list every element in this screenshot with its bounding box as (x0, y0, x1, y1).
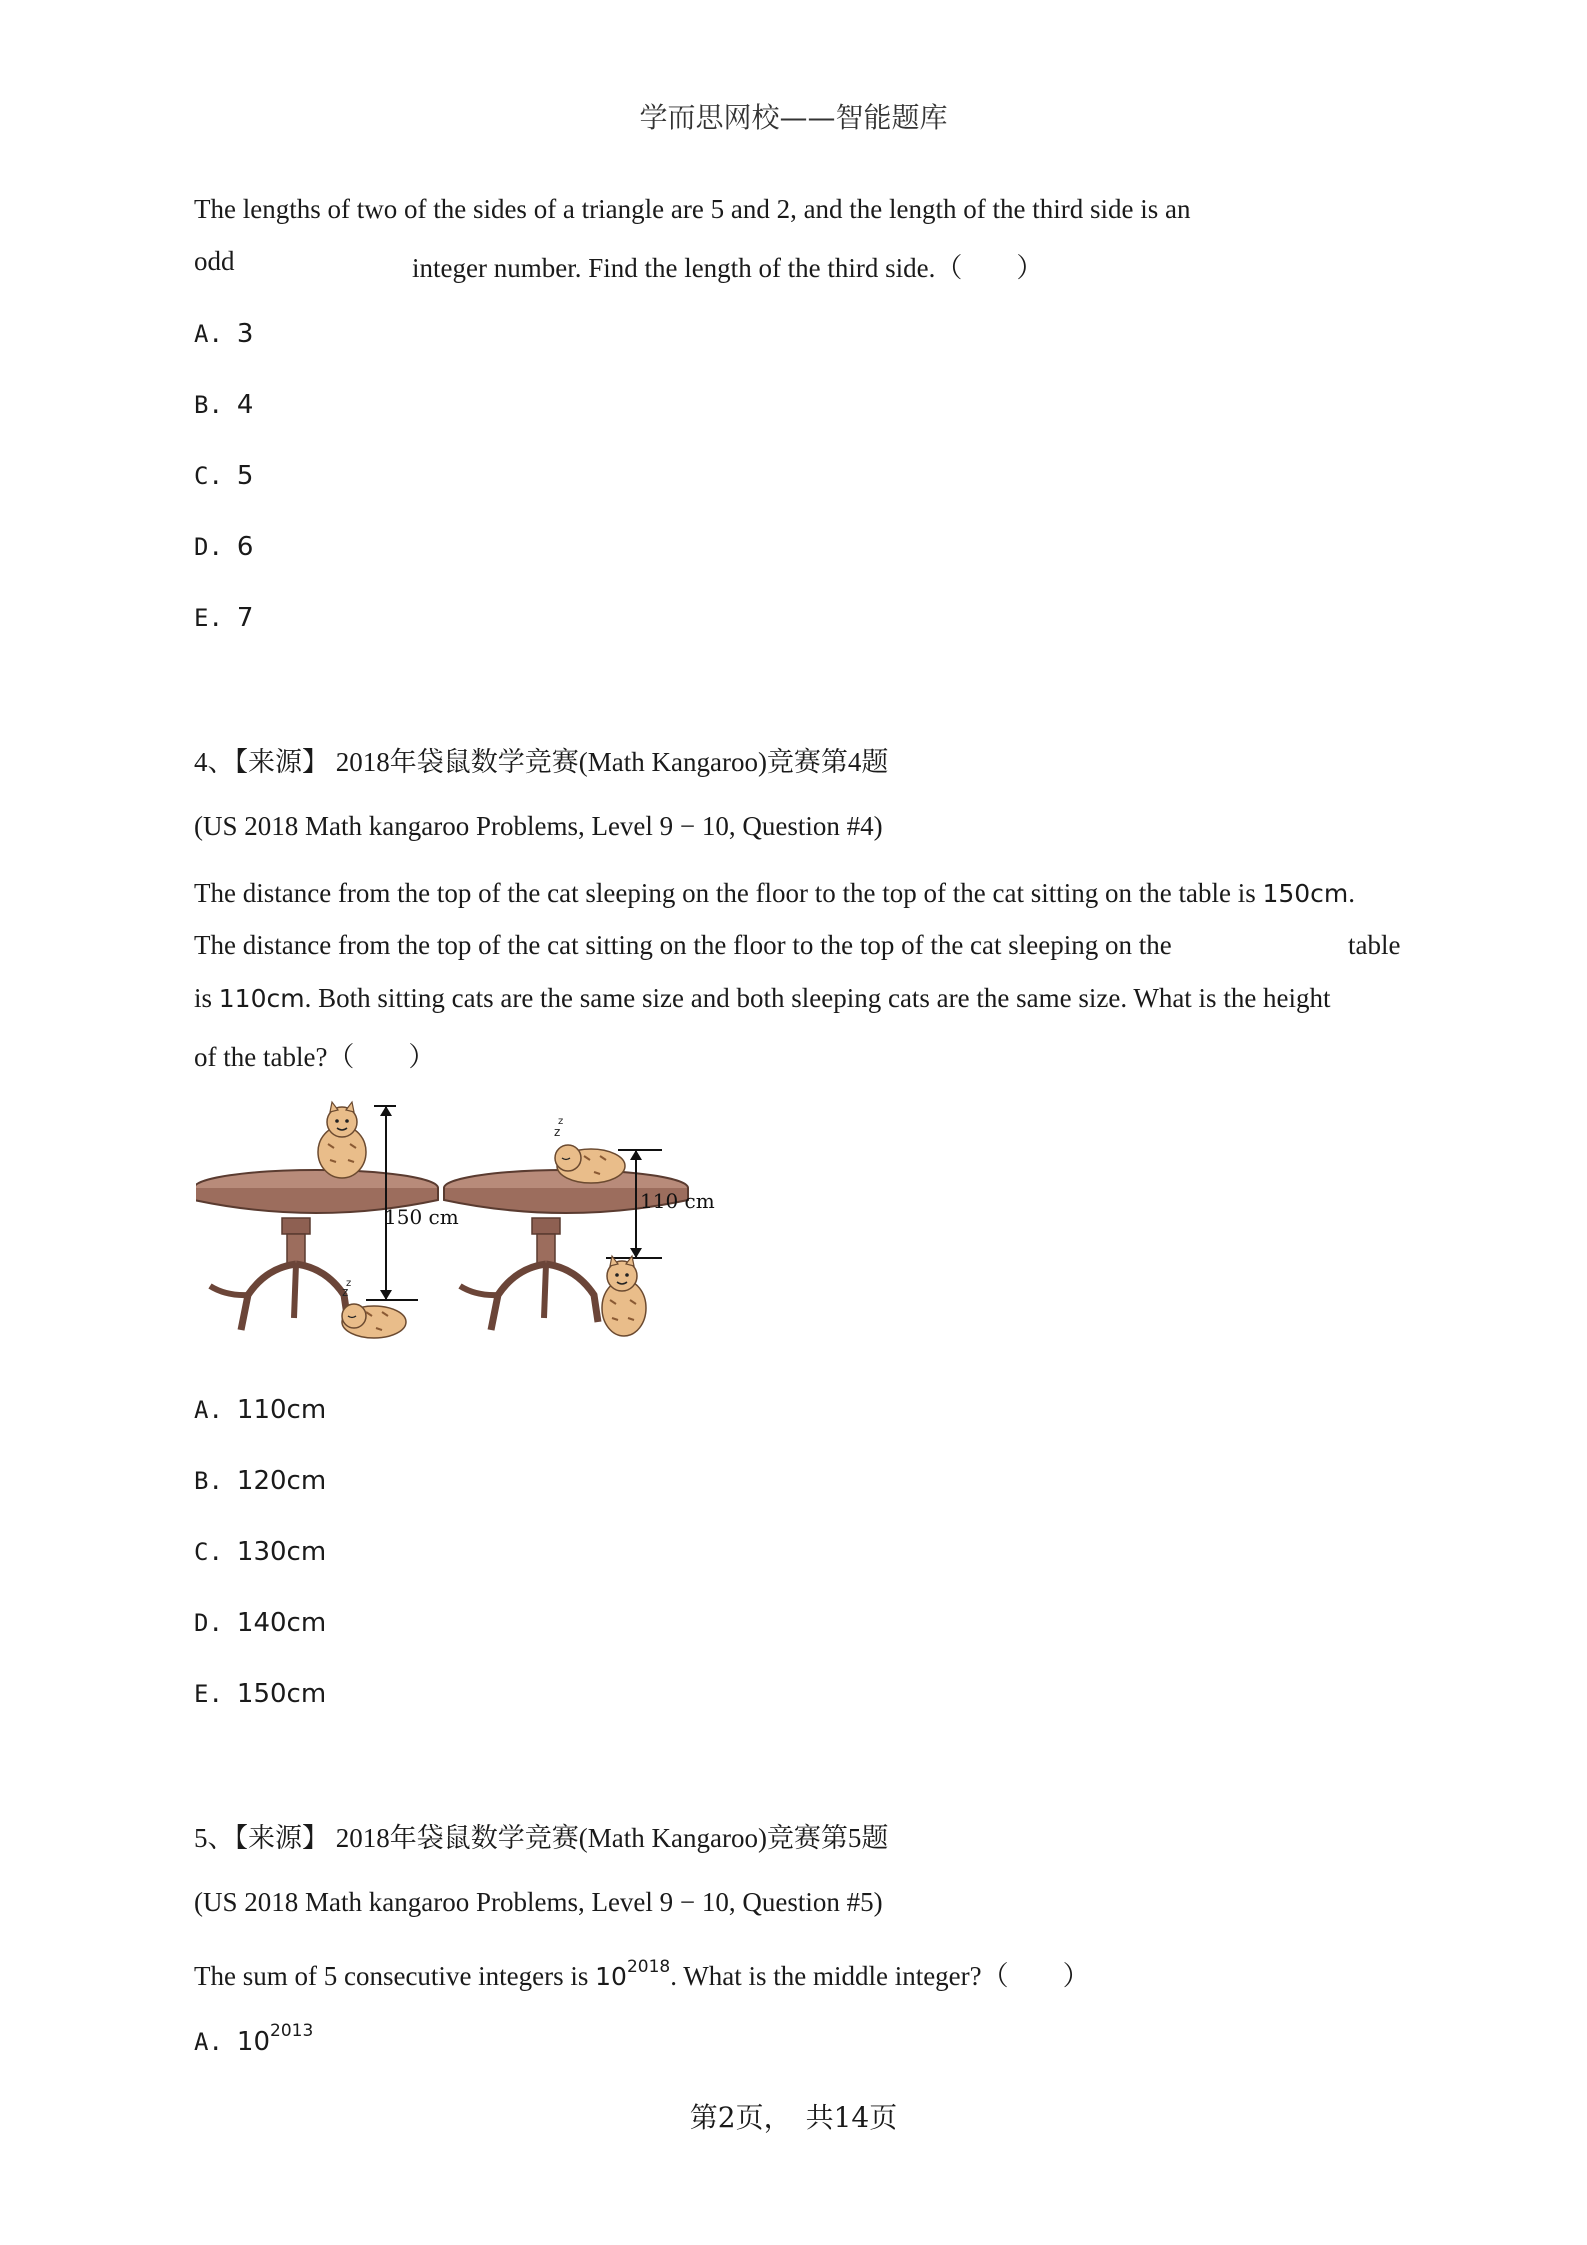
option-letter: B. (194, 1467, 223, 1495)
label-110-cm: 110 cm (640, 1189, 715, 1213)
q3-option-d[interactable] (194, 531, 253, 562)
q4-line-3-end: . Both sitting cats are the same size and both sleeping cats are the same size. What is the height (304, 983, 1331, 1013)
option-letter: B. (194, 391, 223, 419)
q4-option-e[interactable] (194, 1678, 326, 1709)
q5-power (595, 1956, 671, 1991)
left-table (196, 1170, 438, 1330)
q5-line-1-end: . What is the middle integer?（ ） (670, 1961, 1090, 1991)
option-value: 6 (236, 532, 254, 562)
q5-line-1-text: The sum of 5 consecutive integers is (194, 1961, 596, 1991)
q4-line-1 (194, 878, 1355, 909)
q4-line-1-end: . (1348, 878, 1356, 908)
option-letter: E. (194, 1680, 223, 1708)
q5-option-a-exponent: 2013 (270, 2021, 314, 2041)
svg-text:z: z (554, 1125, 561, 1139)
svg-text:z: z (558, 1116, 564, 1127)
q4-reference: (US 2018 Math kangaroo Problems, Level 9 − 10, Question #4) (194, 811, 883, 841)
q3-option-b[interactable] (194, 389, 253, 420)
option-value: 4 (236, 390, 254, 420)
svg-text:z: z (346, 1278, 352, 1289)
q4-option-c[interactable] (194, 1536, 326, 1567)
option-value: 150cm (236, 1679, 327, 1709)
q5-power-base: 10 (595, 1962, 627, 1991)
q4-line-3 (194, 983, 1331, 1014)
q4-distance-110: 110cm (218, 984, 305, 1013)
q4-line-2b: table (1348, 930, 1401, 960)
q4-source: 4、【来源】 2018年袋鼠数学竞赛(Math Kangaroo)竞赛第4题 (194, 747, 889, 777)
q4-option-a[interactable] (194, 1394, 326, 1425)
q3-line-2b: integer number. Find the length of the third side.（ ） (412, 253, 1044, 283)
cats-tables-illustration (196, 1100, 716, 1355)
q5-option-a[interactable] (194, 2021, 314, 2057)
option-value: 120cm (236, 1466, 327, 1496)
q3-line-1: The lengths of two of the sides of a triangle are 5 and 2, and the length of the third side is an (194, 194, 1191, 224)
q4-distance-150: 150cm (1262, 879, 1349, 908)
option-value: 130cm (236, 1537, 327, 1567)
page-footer: 第2页， 共14页 (689, 2101, 898, 2134)
q5-option-a-base: 10 (236, 2026, 270, 2057)
q3-option-a[interactable] (194, 318, 253, 349)
right-sleeping-cat (554, 1116, 625, 1183)
q5-power-exponent: 2018 (626, 1956, 671, 1977)
cats-tables-figure (196, 1100, 716, 1360)
option-value: 140cm (236, 1608, 327, 1638)
q4-option-b[interactable] (194, 1465, 326, 1496)
q3-option-e[interactable] (194, 602, 253, 633)
option-value: 7 (236, 603, 254, 633)
option-letter: A. (194, 1396, 223, 1424)
option-value: 110cm (236, 1395, 327, 1425)
q4-line-1-text: The distance from the top of the cat sleeping on the floor to the top of the cat sitting on the table is (194, 878, 1263, 908)
label-150-cm: 150 cm (384, 1205, 459, 1229)
q5-source: 5、【来源】 2018年袋鼠数学竞赛(Math Kangaroo)竞赛第5题 (194, 1823, 889, 1853)
right-sitting-cat (602, 1256, 646, 1336)
q4-line-3-start: is (194, 983, 219, 1013)
option-letter: C. (194, 1538, 223, 1566)
option-letter: C. (194, 462, 223, 490)
q5-reference: (US 2018 Math kangaroo Problems, Level 9 − 10, Question #5) (194, 1887, 883, 1917)
option-letter: A. (194, 320, 223, 348)
page-header: 学而思网校——智能题库 (639, 101, 948, 134)
q4-line-2a: The distance from the top of the cat sitting on the floor to the top of the cat sleeping on the (194, 930, 1172, 960)
svg-text:z: z (342, 1285, 349, 1299)
option-value: 5 (236, 461, 254, 491)
option-letter: D. (194, 533, 223, 561)
q3-option-c[interactable] (194, 460, 253, 491)
q4-line-4: of the table?（ ） (194, 1042, 436, 1072)
option-value: 3 (236, 319, 254, 349)
option-letter: A. (194, 2027, 223, 2056)
q5-line-1 (194, 1954, 1090, 1993)
option-letter: D. (194, 1609, 223, 1637)
option-value (236, 2021, 314, 2057)
q3-line-2a: odd (194, 246, 235, 276)
q4-option-d[interactable] (194, 1607, 326, 1638)
option-letter: E. (194, 604, 223, 632)
left-sitting-cat (318, 1102, 366, 1178)
left-sleeping-cat (342, 1278, 406, 1338)
